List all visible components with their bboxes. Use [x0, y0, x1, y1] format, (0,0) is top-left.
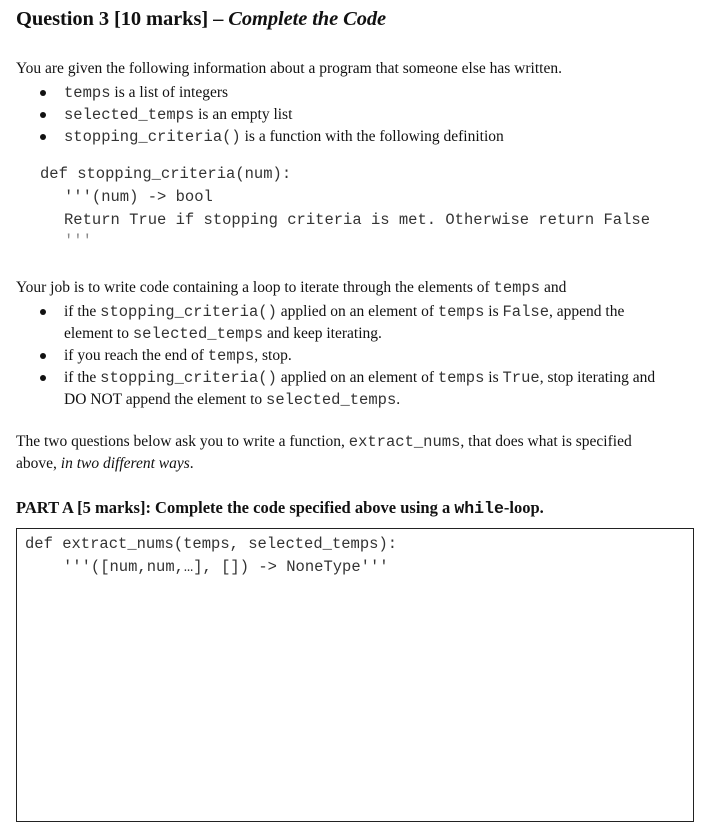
definition-line-3: Return True if stopping criteria is met. Otherwise return False — [64, 211, 650, 229]
list-item: if the stopping_criteria() applied on an element of temps is True, stop iterating and DO NOT append the element to selected_temps. — [40, 367, 700, 411]
bullet-icon — [40, 375, 46, 381]
job-paragraph: Your job is to write code containing a loop to iterate through the elements of temps and — [16, 279, 567, 297]
bullet-icon — [40, 90, 46, 96]
list-item: stopping_criteria() is a function with the following definition — [40, 126, 504, 148]
bullet-icon — [40, 134, 46, 140]
given-list — [40, 82, 504, 148]
bullet-icon — [40, 112, 46, 118]
bullet-icon — [40, 309, 46, 315]
definition-line-1: def stopping_criteria(num): — [40, 165, 292, 183]
bullet-icon — [40, 353, 46, 359]
two-questions-paragraph: The two questions below ask you to write a function, extract_nums, that does what is specified above, in two different ways. — [16, 433, 632, 472]
part-a-heading: PART A [5 marks]: Complete the code specified above using a while-loop. — [16, 498, 544, 518]
question-title-main: Question 3 [10 marks] – — [16, 8, 229, 30]
question-title — [16, 8, 386, 31]
definition-line-4: ''' — [64, 232, 92, 250]
answer-box[interactable] — [16, 528, 694, 822]
definition-line-2: '''(num) -> bool — [64, 188, 213, 206]
list-item: selected_temps is an empty list — [40, 104, 504, 126]
list-item: if the stopping_criteria() applied on an element of temps is False, append the element to selected_temps and keep iterating. — [40, 301, 700, 345]
answer-line-1: def extract_nums(temps, selected_temps): — [25, 535, 398, 553]
job-list — [40, 301, 700, 411]
list-item: if you reach the end of temps, stop. — [40, 345, 700, 367]
question-title-italic: Complete the Code — [228, 8, 387, 30]
intro-paragraph: You are given the following information about a program that someone else has written. — [16, 60, 562, 77]
list-item: temps is a list of integers — [40, 82, 504, 104]
answer-line-2: '''([num,num,…], []) -> NoneType''' — [63, 558, 389, 576]
